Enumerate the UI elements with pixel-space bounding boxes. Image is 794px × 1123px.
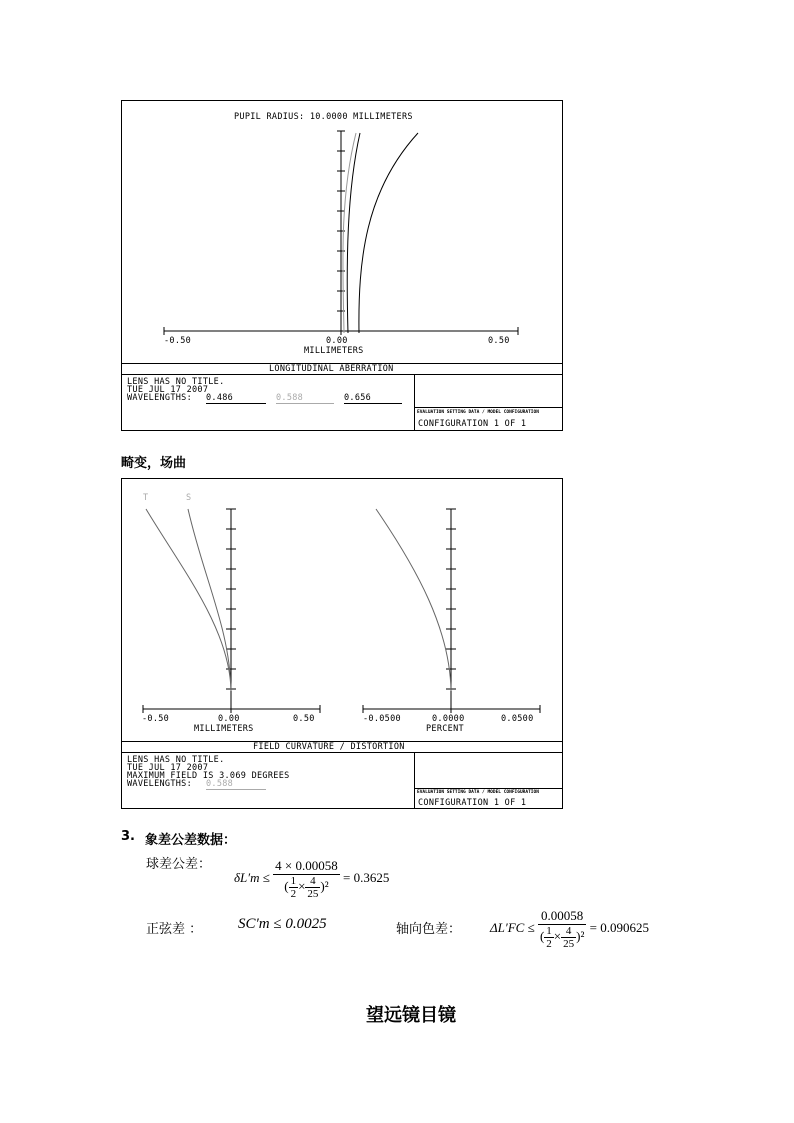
pupil-radius-label: PUPIL RADIUS: 10.0000 MILLIMETERS [234,112,413,122]
axial-formula [490,908,649,950]
tangential-curve [146,509,231,691]
tick-label-pos: 0.50 [488,336,510,346]
info-date: TUE JUL 17 2007 [127,763,209,773]
section-title: 象差公差数据： [145,833,237,848]
axial-half-num: 1 [546,925,552,937]
half-den: 2 [290,888,297,900]
axial-numerator: 0.00058 [538,908,586,925]
tick-label-neg: -0.50 [164,336,192,346]
wavelength-1: 0.486 [206,393,266,404]
longitudinal-aberration-figure [121,100,563,431]
spherical-result: = 0.3625 [342,869,390,885]
wavelength-2: 0.588 [276,393,334,404]
field-curvature-plot [122,479,562,741]
info-lens-title: LENS HAS NO TITLE. [127,377,225,387]
t-label: T [143,493,149,503]
axial-label: 轴向色差： [396,922,462,937]
left-tick-pos: 0.50 [293,714,315,724]
wavelength-1: 0.588 [206,779,266,790]
configuration-label: CONFIGURATION 1 OF 1 [418,798,527,808]
spherical-lhs: δL′m ≤ [234,869,270,885]
plot-title: FIELD CURVATURE / DISTORTION [253,742,405,752]
right-tick-pos: 0.0500 [501,714,534,724]
sagittal-curve [188,509,231,691]
axial-den-close: )² [576,928,585,944]
left-axis-label: MILLIMETERS [194,724,254,734]
wavelengths-label: WAVELENGTHS: [127,779,193,789]
wavelengths-label: WAVELENGTHS: [127,393,193,403]
info-max-field: MAXIMUM FIELD IS 3.069 DEGREES [127,771,290,781]
spherical-formula [234,858,389,900]
axial-denominator [538,925,586,950]
right-axis-label: PERCENT [426,724,464,734]
left-tick-zero: 0.00 [218,714,240,724]
axial-fraction [538,908,586,950]
x-axis-label: MILLIMETERS [304,346,364,356]
axial-times: × [553,928,562,944]
section-number: 3. [121,829,135,844]
axial-result: = 0.090625 [589,919,649,935]
times: × [298,878,306,894]
plot-title: LONGITUDINAL ABERRATION [269,364,394,374]
axial-half-den: 2 [546,938,552,950]
settings-note: EVALUATION SETTING DATA / MODEL CONFIGURATION [417,410,539,415]
spherical-numerator: 4 × 0.00058 [275,858,338,873]
spherical-label: 球差公差： [146,857,212,872]
distortion-curve [376,509,451,691]
left-tick-neg: -0.50 [142,714,170,724]
spherical-fraction [273,858,340,900]
info-date: TUE JUL 17 2007 [127,385,209,395]
settings-note: EVALUATION SETTING DATA / MODEL CONFIGURATION [417,790,539,795]
half-num: 1 [290,875,297,887]
telescope-eyepiece-title: 望远镜目镜 [366,1005,456,1026]
info-lens-title: LENS HAS NO TITLE. [127,755,225,765]
right-tick-zero: 0.0000 [432,714,465,724]
tick-label-zero: 0.00 [326,336,348,346]
den-close: )² [320,878,329,894]
twentyfive-den: 25 [307,888,319,900]
distortion-heading: 畸变，场曲 [121,456,187,471]
four-num: 4 [305,875,320,888]
field-curvature-figure [121,478,563,809]
right-tick-neg: -0.0500 [363,714,401,724]
axial-lhs: ΔL′FC ≤ [490,919,535,935]
s-label: S [186,493,192,503]
wavelength-3: 0.656 [344,393,402,404]
sine-label: 正弦差 ： [146,922,203,937]
axial-den-open: ( [539,928,545,944]
curve-0588 [347,133,360,333]
longitudinal-aberration-plot [122,101,562,363]
axial-four-num: 4 [561,925,576,938]
curve-0486 [359,133,418,333]
axial-twentyfive-den: 25 [563,938,575,950]
spherical-denominator [273,875,340,900]
den-open: ( [284,878,289,894]
configuration-label: CONFIGURATION 1 OF 1 [418,419,527,429]
sine-formula: SC′m ≤ 0.0025 [238,916,327,932]
